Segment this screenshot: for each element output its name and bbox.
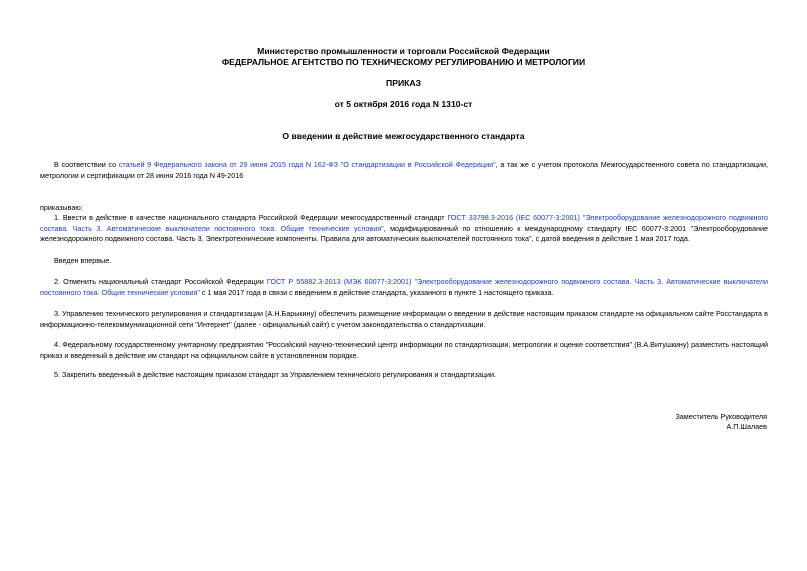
preamble-paragraph (40, 160, 768, 181)
ministry-name: Министерство промышленности и торговли Российской Федерации (257, 46, 550, 56)
document-type: ПРИКАЗ (386, 78, 421, 88)
item-1-paragraph (40, 213, 768, 245)
gost-r-55882-link[interactable]: ГОСТ Р 55882.3-2013 (МЭК 60077-3:2001) "Электрооборудование железнодорожного подвижного состава. Часть 3. Автоматические выключатели постоянного тока. Общие технические условия" (40, 277, 768, 297)
document-date-number: от 5 октября 2016 года N 1310-ст (334, 99, 473, 109)
gost-33798-link[interactable]: ГОСТ 33798.3-2016 (IEC 60077-3:2001) "Электрооборудование железнодорожного подвижного состава. Часть 3. Автоматические выключатели постоянного тока. Общие технические условия" (40, 213, 768, 233)
agency-name: ФЕДЕРАЛЬНОЕ АГЕНТСТВО ПО ТЕХНИЧЕСКОМУ РЕГУЛИРОВАНИЮ И МЕТРОЛОГИИ (221, 57, 586, 67)
federal-law-link[interactable]: статьей 9 Федерального закона от 29 июня 2015 года N 162-ФЗ "О стандартизации в Российской Федерации" (118, 160, 496, 169)
item-1-text-start: 1. Ввести в действие в качестве национального стандарта Российской Федерации межгосударственный стандарт (54, 213, 448, 222)
signatory-position: Заместитель Руководителя (675, 412, 767, 421)
item-4-paragraph: 4. Федеральному государственному унитарному предприятию "Российский научно-технический центр информации по стандартизации, метрологии и оценке соответствия" (В.А.Витушкину) разместить настоящий приказ и введенный в действие им стандарт на официальном сайте в установленном порядке. (40, 340, 768, 360)
preamble-text-start: В соответствии со (54, 160, 119, 169)
signatory-name: А.П.Шалаев (726, 422, 767, 431)
preamble-text-end: , а так же с учетом протокола Межгосударственного совета по стандартизации, метрологии и сертификации от 28 июня 2016 года N 49-2016 (40, 160, 769, 180)
item-5-paragraph: 5. Закрепить введенный в действие настоящим приказом стандарт за Управлением технического регулирования и стандартизации. (54, 370, 496, 379)
document-subject: О введении в действие межгосударственного стандарта (282, 131, 525, 141)
order-word: приказываю: (40, 203, 83, 212)
item-2-paragraph (40, 277, 768, 298)
item-2-text-end: с 1 мая 2017 года в связи с введением в действие стандарта, указанного в пункте 1 настоящего приказа. (199, 287, 554, 297)
item-3-paragraph: 3. Управлению технического регулирования и стандартизации (А.Н.Барыкину) обеспечить размещение информации о введении в действие настоящим приказом стандарте на официальном сайте Росстандарта в информационно-телекоммуникационной сети "Интернет" (далее - официальный сайт) с учетом законодательства о стандартизации. (40, 309, 768, 329)
item-1-text-end: , модифицированный по отношению к международному стандарту IEC 60077-3:2001 "Электрооборудование железнодорожного подвижного состава. Часть 3. Электротехнические компоненты. Правила для автоматических выключателей постоянного тока", с датой введения в действие 1 мая 2017 года. (40, 223, 768, 243)
item-2-text-start: 2. Отменить национальный стандарт Российской Федерации (54, 277, 267, 286)
introduced-first-note: Введен впервые. (54, 256, 112, 265)
